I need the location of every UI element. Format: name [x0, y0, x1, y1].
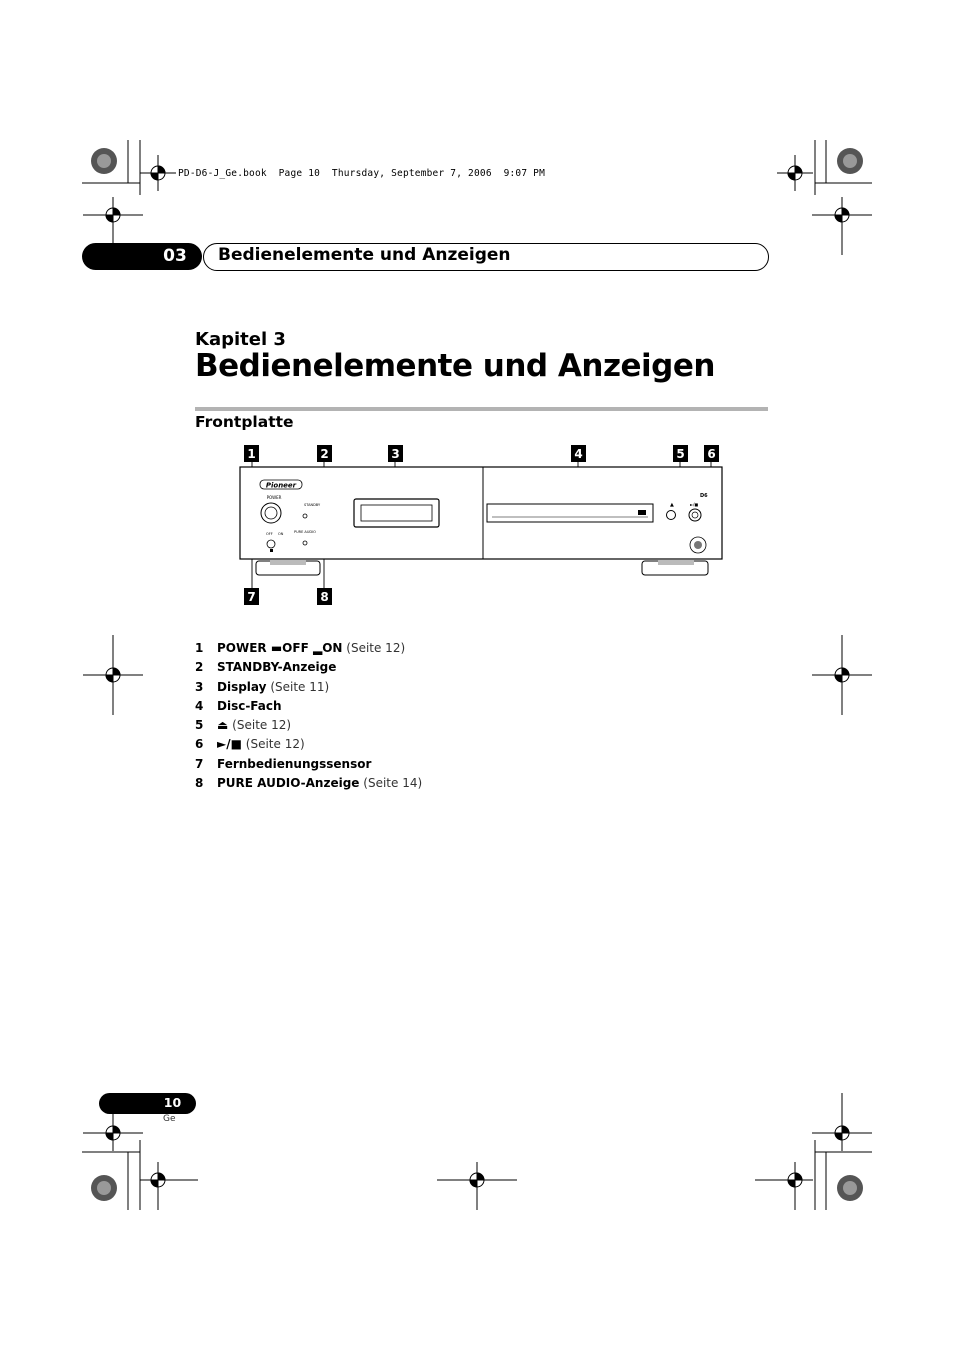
svg-text:1: 1 — [247, 447, 256, 461]
svg-text:8: 8 — [320, 590, 329, 604]
control-list — [195, 639, 422, 793]
svg-text:4: 4 — [574, 447, 583, 461]
print-note: PD-D6-J_Ge.book Page 10 Thursday, September 7, 2006 9:07 PM — [178, 168, 546, 179]
svg-text:5: 5 — [676, 447, 685, 461]
list-item: 1 POWER ▬OFF ▂ON (Seite 12) — [195, 641, 406, 655]
list-item: 2 STANDBY-Anzeige — [195, 660, 337, 675]
brand-logo: Pioneer — [265, 481, 297, 490]
page-number: 10 — [163, 1095, 182, 1110]
chapter-number: 03 — [163, 246, 187, 266]
list-item: 4 Disc-Fach — [195, 698, 282, 713]
language-code: Ge — [163, 1114, 176, 1124]
model-label: D6 — [700, 493, 708, 499]
front-panel-figure — [230, 440, 730, 615]
list-item: 7 Fernbedienungssensor — [195, 756, 372, 771]
chapter-label: Kapitel 3 — [195, 329, 286, 350]
play-stop-label: ►/■ — [690, 502, 699, 507]
page-title: Bedienelemente und Anzeigen — [195, 348, 715, 384]
chapter-header-title: Bedienelemente und Anzeigen — [218, 245, 511, 265]
list-item: 3 Display (Seite 11) — [195, 679, 330, 694]
standby-label: STANDBY — [304, 503, 321, 507]
pure-audio-label: PURE AUDIO — [294, 530, 316, 534]
section-title: Frontplatte — [195, 413, 294, 431]
callout-8 — [317, 588, 332, 605]
callout-4 — [571, 445, 586, 462]
callout-5 — [673, 445, 688, 462]
svg-text:6: 6 — [707, 447, 716, 461]
callout-2 — [317, 445, 332, 462]
list-item: 5 ⏏ (Seite 12) — [195, 718, 292, 733]
on-label: ON — [278, 532, 284, 536]
list-item: 8 PURE AUDIO-Anzeige (Seite 14) — [195, 776, 423, 791]
callout-7 — [244, 588, 259, 605]
callout-6 — [704, 445, 719, 462]
section-rule — [195, 407, 768, 411]
callout-3 — [388, 445, 403, 462]
list-item: 6 ►/■ (Seite 12) — [195, 737, 305, 752]
callout-1 — [244, 445, 259, 462]
off-label: OFF — [266, 532, 273, 536]
power-label: POWER — [266, 495, 282, 500]
svg-text:2: 2 — [320, 447, 329, 461]
eject-label: ▲ — [670, 502, 674, 508]
svg-text:7: 7 — [247, 590, 256, 604]
svg-text:3: 3 — [391, 447, 400, 461]
